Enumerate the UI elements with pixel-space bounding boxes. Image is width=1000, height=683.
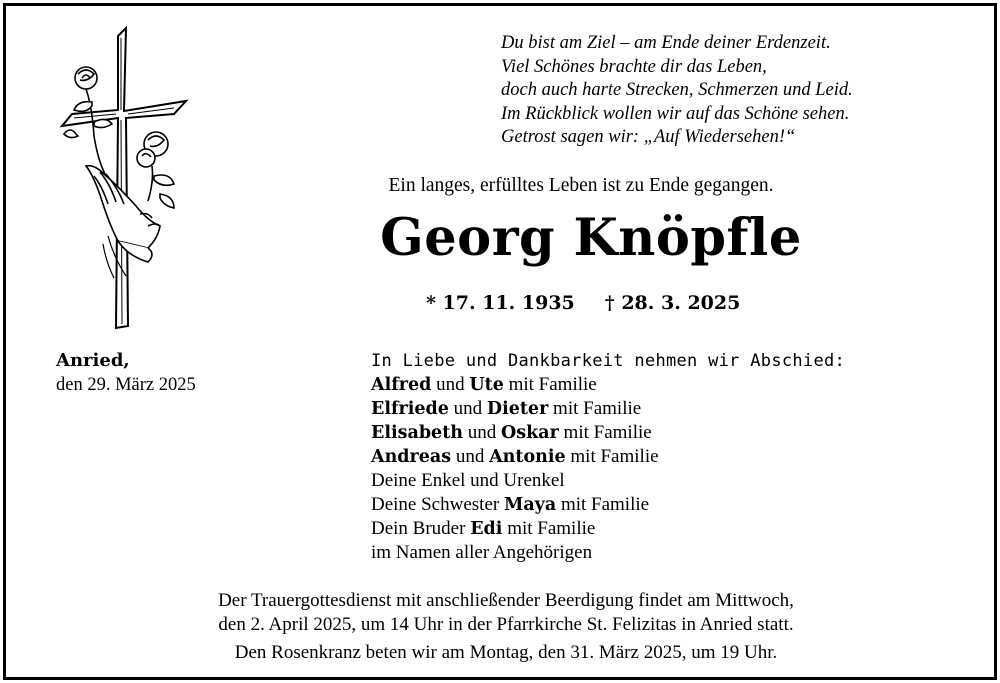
intro-text: Ein langes, erfülltes Leben ist zu Ende gegangen. xyxy=(388,175,774,196)
poem-line: Du bist am Ziel – am Ende deiner Erdenzeit. xyxy=(501,33,831,53)
notice-date: den 29. März 2025 xyxy=(56,375,196,395)
service-line: Der Trauergottesdienst mit anschließender Beerdigung findet am Mittwoch, xyxy=(218,590,794,611)
death-date: † 28. 3. 2025 xyxy=(604,292,741,314)
mourner-name: Elisabeth xyxy=(371,423,464,443)
mourner-name: Dieter xyxy=(486,399,549,419)
mourner-line: Dein Bruder Edi mit Familie xyxy=(371,518,596,539)
poem-line: doch auch harte Strecken, Schmerzen und Leid. xyxy=(501,80,853,100)
mourner-name: Edi xyxy=(470,519,503,539)
deceased-name: Georg Knöpfle xyxy=(380,208,802,268)
mourner-name: Maya xyxy=(503,495,557,515)
mourner-name: Alfred xyxy=(371,375,432,395)
poem-line: Im Rückblick wollen wir auf das Schöne sehen. xyxy=(501,103,850,124)
mourner-line: Alfred und Ute mit Familie xyxy=(371,374,597,395)
mourner-line: Andreas und Antonie mit Familie xyxy=(371,446,659,467)
rosary-line: Den Rosenkranz beten wir am Montag, den 31. März 2025, um 19 Uhr. xyxy=(234,642,778,663)
mourner-name: Oskar xyxy=(501,423,559,443)
obituary-notice xyxy=(3,3,997,680)
cross-roses-praying-hands-icon xyxy=(48,26,193,331)
poem-line: Getrost sagen wir: „Auf Wiedersehen!“ xyxy=(501,127,796,147)
mourner-line: im Namen aller Angehörigen xyxy=(371,542,593,563)
birth-date: * 17. 11. 1935 xyxy=(426,292,575,314)
mourner-name: Andreas xyxy=(371,447,452,467)
service-info xyxy=(46,589,966,665)
mourner-name: Antonie xyxy=(489,447,566,467)
place-date xyxy=(56,349,196,397)
poem xyxy=(501,32,981,150)
mourner-line: Elisabeth und Oskar mit Familie xyxy=(371,422,652,443)
mourner-line: Deine Enkel und Urenkel xyxy=(371,470,565,491)
farewell-lead: In Liebe und Dankbarkeit nehmen wir Abschied: xyxy=(371,351,846,371)
mourner-line: Elfriede und Dieter mit Familie xyxy=(371,398,642,419)
service-line: den 2. April 2025, um 14 Uhr in der Pfarrkirche St. Felizitas in Anried statt. xyxy=(218,614,794,635)
life-dates xyxy=(426,292,756,314)
mourner-name: Elfriede xyxy=(371,399,449,419)
place-name: Anried, xyxy=(56,350,130,371)
mourners-list xyxy=(371,349,981,565)
mourner-name: Ute xyxy=(469,375,504,395)
mourner-line: Deine Schwester Maya mit Familie xyxy=(371,494,650,515)
poem-line: Viel Schönes brachte dir das Leben, xyxy=(501,56,767,77)
